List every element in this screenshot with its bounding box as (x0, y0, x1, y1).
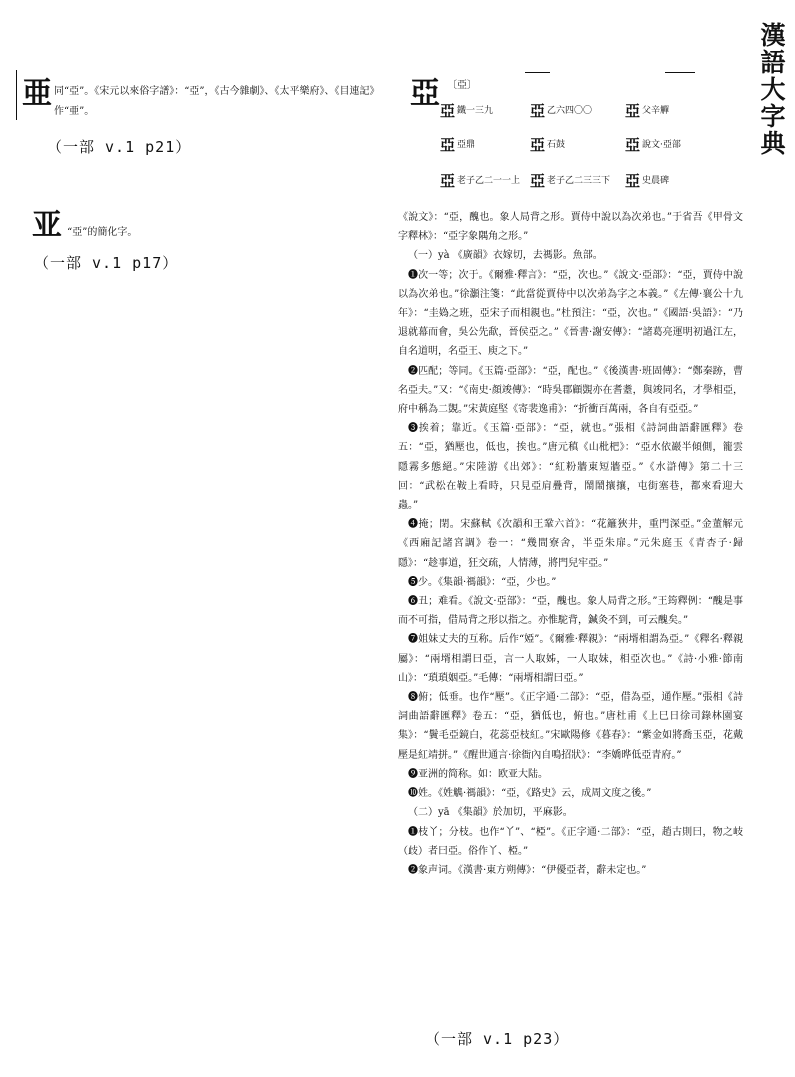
entry-variant-2 (32, 200, 137, 244)
paragraph: ❾亚洲的简称。如：欧亚大陆。 (408, 768, 548, 780)
dictionary-title: 漢語大字典 (757, 22, 786, 157)
handwritten-reference: （一部 v.1 p17） (34, 254, 179, 272)
glyph-form: 亞老子乙二一一上 (440, 172, 521, 190)
entry-definition: 同“亞”。《宋元以來俗字譜》：“亞”，《古今雜劇》、《太平樂府》、《目連記》作“亜”。 (54, 86, 380, 117)
paragraph: ❹掩；閉。宋蘇軾《次韻和王鞏六首》：“花籬狹井，重門深亞。”金董解元《西廂記諸宮調》卷一：“幾間寮舍，半亞朱扉。”元朱庭玉《青杏子·歸隱》：“趁事道，狂交疏，人情薄，將門兒牢亞。” (398, 519, 743, 569)
paragraph: （一）yà 《廣韻》衣嫁切，去禡影。魚部。 (408, 250, 603, 262)
paragraph: ❺少。《集韻·禡韻》：“亞，少也。” (408, 576, 557, 588)
glyph-form: 亞老子乙二三三下 (530, 172, 611, 190)
main-entry-header (410, 70, 740, 200)
paragraph: ❷匹配；等同。《玉篇·亞部》：“亞，配也。”《後漢書·班固傳》：“鄭秦跡，曹名亞夫。”又：“《南史·顏竣傳》：“時吳郡顧覬亦在耆耋，與竣同名，才學相亞，府中稱為二覬。”宋黃庭堅《寄裴逸甫》：“折衝百萬兩，各自有亞亞。” (398, 365, 743, 416)
paragraph: ❽俯；低垂。也作“壓”。《正字通·二部》：“亞，借為亞，通作壓。”張相《詩詞曲語辭匯釋》卷五：“亞，猶低也，俯也。”唐杜甫《上巳日徐司錄林園宴集》：“鬢毛亞鏡白，花蕊亞枝紅。”宋歐陽修《暮春》：“紫金如將喬玉亞，花戴壓是紅靖拼。”《醒世通言·徐衙內自鳴招狀》：“李嬌晔低亞青府。” (398, 692, 743, 761)
paragraph: ❶次一等；次于。《爾雅·釋言》：“亞，次也。”《說文·亞部》：“亞，賈侍中說以為次弟也。”徐灝注箋：“此當從賈侍中以次弟為字之本義。”《左傳·襄公十九年》：“圭媯之班，亞宋子而相親也。”杜預注：“亞，次也。”《國語·吳語》：“乃退就幕而會，吳公先歃，晉侯亞之。”《晉書·謝安傳》：“諸葛亮運明初過江左，自名道明，名亞王、庾之下。” (398, 269, 743, 358)
glyph-form: 亞乙六四〇〇 (530, 102, 593, 120)
handwritten-reference: （一部 v.1 p21） (47, 138, 192, 156)
entry-headchar: 亚 (32, 208, 62, 243)
entry-headchar: 亜 (22, 76, 52, 111)
paragraph: 《說文》：“亞，醜也。象人局背之形。賈侍中說以為次弟也。”于省吾《甲骨文字釋林》：“亞字象隅角之形。” (398, 212, 743, 243)
divider (525, 72, 550, 73)
pronunciation-label: 〔亞〕 (447, 80, 477, 91)
paragraph: ❼姐妹丈夫的互称。后作“婭”。《爾雅·釋親》：“兩壻相謂為亞。”《釋名·釋親屬》：“兩壻相謂曰亞，言一人取姊，一人取妹，相亞次也。”《詩·小雅·節南山》：“瑣瑣姻亞。”毛傳：“兩壻相謂曰亞。” (398, 634, 743, 684)
paragraph: ❶枝丫；分枝。也作“丫”、“椏”。《正字通·二部》：“亞，趙古則曰，物之岐（歧）者曰亞。俗作丫、椏。” (398, 826, 743, 857)
entry-definition: “亞”的簡化字。 (67, 227, 138, 238)
paragraph: ❸挨着；靠近。《玉篇·亞部》：“亞，就也。”張相《詩詞曲語辭匯釋》卷五：“亞，猶壓也，低也，挨也。”唐元稹《山枇杷》：“亞水依巖半傾側，籠雲隱霧多態絕。”宋陸游《出郊》：“紅粉牆東短牆亞。”《水滸傳》第二十三回：“武松在鞍上看時，只見亞肩疊背，鬧鬧攘攘，屯街塞巷，都來看迎大蟲。” (398, 423, 743, 512)
handwritten-reference: （一部 v.1 p23） (425, 1030, 570, 1048)
glyph-form: 亞父辛觶 (625, 102, 670, 120)
main-headchar: 亞 (410, 76, 440, 111)
glyph-form: 亞石鼓 (530, 136, 566, 154)
glyph-form: 亞史晨碑 (625, 172, 670, 190)
paragraph: ❻丑；难看。《說文·亞部》：“亞，醜也。象人局背之形。”王筠釋例：“醜是事而不可指，借局背之形以指之。亦惟駝背，鍼灸不到，可云醜矣。” (398, 596, 743, 627)
entry-variant-1 (22, 70, 392, 122)
paragraph: ❷象声词。《漢書·東方朔傳》：“伊優亞者，辭未定也。” (408, 864, 647, 876)
glyph-form: 亞亞鼎 (440, 136, 476, 154)
main-entry-body (398, 208, 743, 880)
paragraph: ❿姓。《姓觹·禡韻》：“亞，《路史》云，成周文度之後。” (408, 788, 652, 800)
divider (665, 72, 695, 73)
glyph-form: 亞說文·亞部 (625, 136, 681, 154)
paragraph: （二）yā 《集韻》於加切，平麻影。 (408, 807, 573, 819)
glyph-form: 亞鐵一三九 (440, 102, 494, 120)
margin-bracket (16, 70, 17, 120)
